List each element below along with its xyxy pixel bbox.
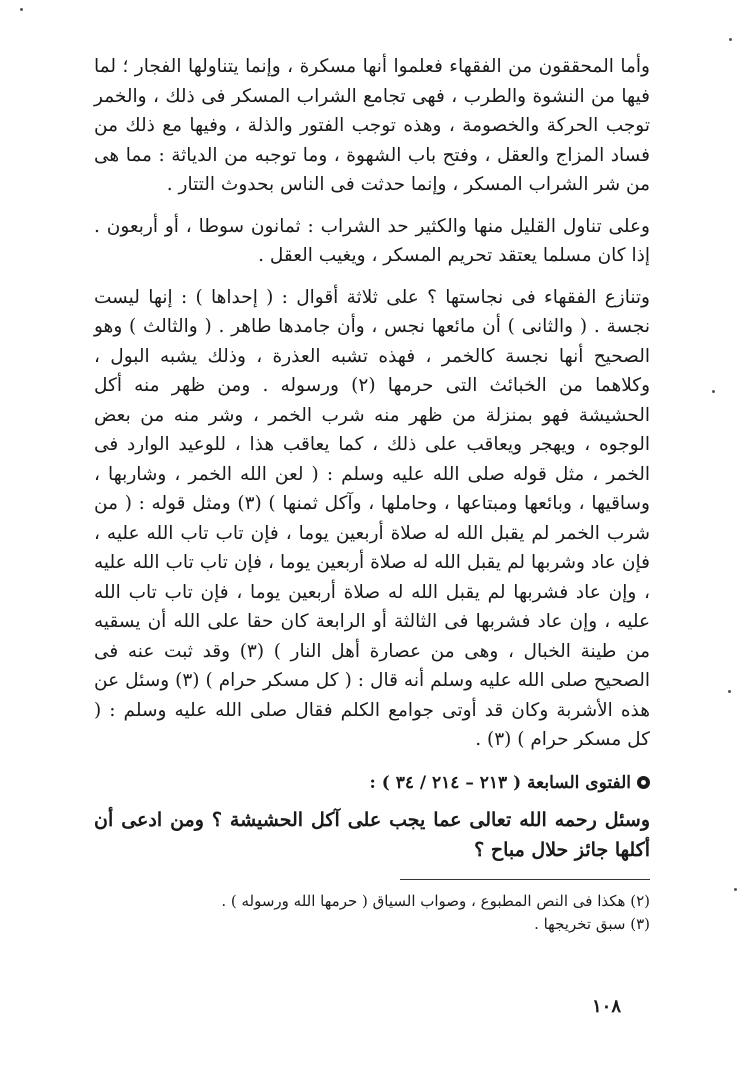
page-content xyxy=(94,52,650,936)
bullet-icon xyxy=(637,776,650,789)
paragraph-hashish-intoxicating: وأما المحققون من الفقهاء فعلموا أنها مسكرة ، وإنما يتناولها الفجار ؛ لما فيها من النشوة والطرب ، فهى تجامع الشراب المسكر فى ذلك ، والخمر توجب الحركة والخصومة ، وهذه توجب الفتور والذلة ، وفيها مع ذلك من فساد المزاج والعقل ، وفتح باب الشهوة ، وما توجبه من الدياثة : مما هى من شر الشراب المسكر ، وإنما حدثت فى الناس بحدوث التتار . xyxy=(94,56,650,195)
fatwa-heading-text: الفتوى السابعة ( ٢١٣ – ٢١٤ / ٣٤ ) : xyxy=(369,772,631,793)
scan-speck xyxy=(712,390,715,393)
scan-speck xyxy=(729,38,732,41)
footnote-2: (٢) هكذا فى النص المطبوع ، وصواب السياق ( حرمها الله ورسوله ) . xyxy=(221,891,650,910)
scan-speck xyxy=(734,888,737,891)
scan-speck xyxy=(728,690,731,693)
footnote-divider xyxy=(400,879,650,880)
fatwa-heading xyxy=(94,769,650,797)
question-text: وسئل رحمه الله تعالى عما يجب على آكل الحشيشة ؟ ومن ادعى أن أكلها جائز حلال مباح ؟ xyxy=(94,808,650,861)
scan-speck xyxy=(20,8,23,11)
page-number: ١٠٨ xyxy=(591,996,621,1017)
paragraph-punishment: وعلى تناول القليل منها والكثير حد الشراب : ثمانون سوطا ، أو أربعون . إذا كان مسلما يعتقد تحريم المسكر ، ويغيب العقل . xyxy=(94,215,650,266)
paragraph-impurity: وتنازع الفقهاء فى نجاستها ؟ على ثلاثة أقوال : ( إحداها ) : إنها ليست نجسة . ( والثانى ) أن مائعها نجس ، وأن جامدها طاهر . ( والثالث ) وهو الصحيح أنها نجسة كالخمر ، فهذه تشبه العذرة ، وذلك يشبه البول ، وكلاهما من الخبائث التى حرمها (٢) ورسوله . ومن ظهر منه أكل الحشيشة فهو بمنزلة من ظهر منه شرب الخمر ، وشر منه من بعض الوجوه ، ويهجر ويعاقب على ذلك ، كما يعاقب هذا ، للوعيد الوارد فى الخمر ، مثل قوله صلى الله عليه وسلم : ( لعن الله الخمر ، وشاربها ، وساقيها ، وبائعها ومبتاعها ، وحاملها ، وآكل ثمنها ) (٣) ومثل قوله : ( من شرب الخمر لم يقبل الله له صلاة أربعين يوما ، فإن تاب تاب الله عليه ، فإن عاد وشربها لم يقبل الله له صلاة أربعين يوما ، فإن تاب تاب الله عليه ، وإن عاد فشربها لم يقبل الله له صلاة أربعين يوما ، فإن تاب تاب الله عليه ، وإن عاد فشربها فى الثالثة أو الرابعة كان حقا على الله أن يسقيه من طينة الخبال ، وهى من عصارة أهل النار ) (٣) وقد ثبت عنه فى الصحيح صلى الله عليه وسلم أنه قال : ( كل مسكر حرام ) (٣) وسئل عن هذه الأشربة وكان قد أوتى جوامع الكلم فقال صلى الله عليه وسلم : ( كل مسكر حرام ) (٣) . xyxy=(94,286,650,750)
footnote-3: (٣) سبق تخريجها . xyxy=(534,914,650,933)
